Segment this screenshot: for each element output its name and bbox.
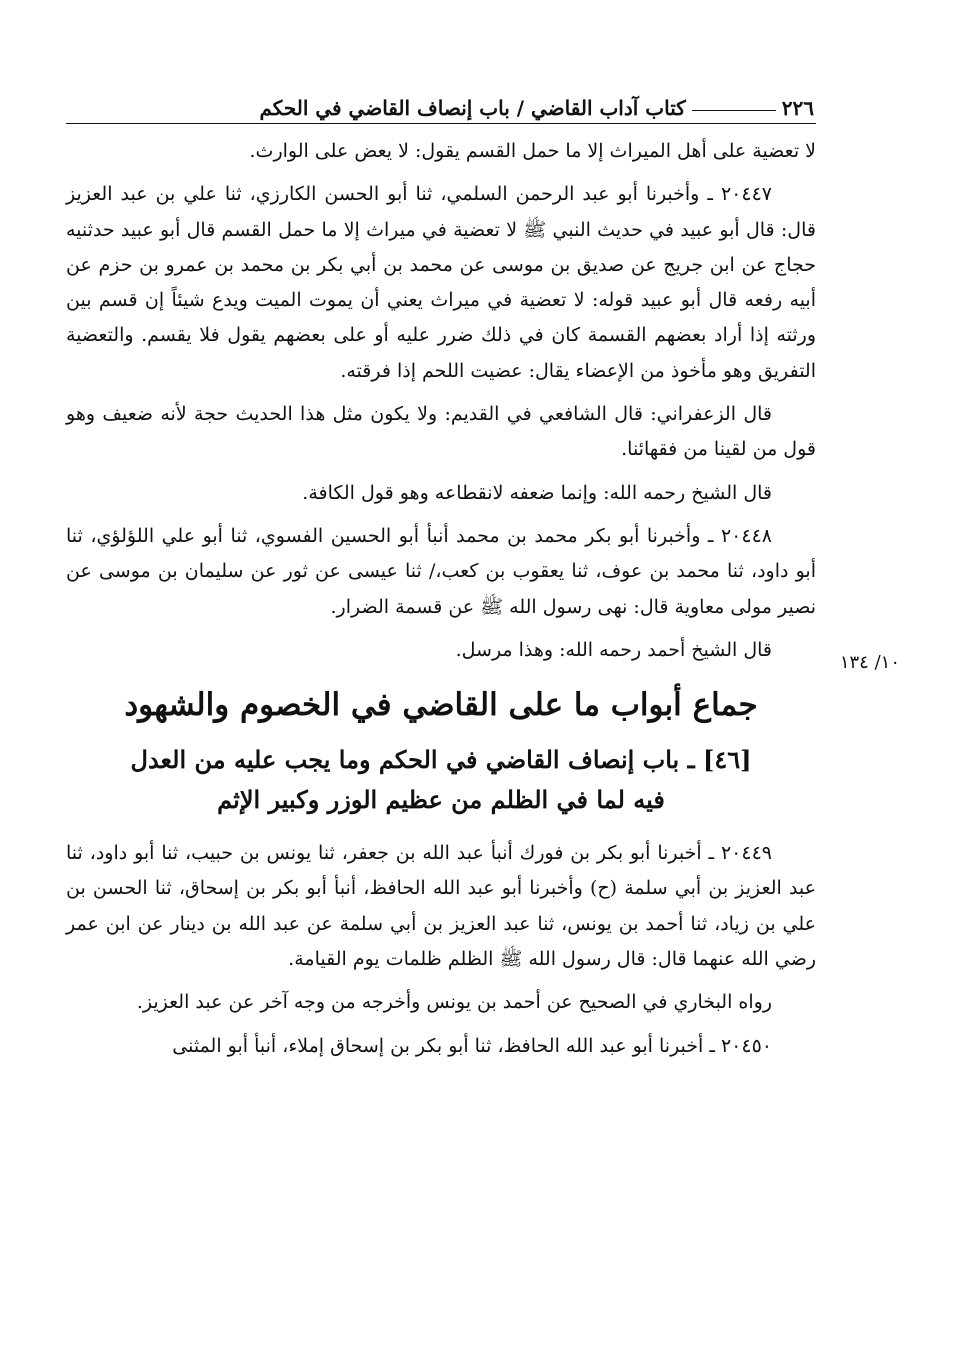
page-number: ٢٢٦ bbox=[781, 96, 814, 120]
page-body bbox=[66, 134, 816, 1072]
chapter-title-line-1: [٤٦] ـ باب إنصاف القاضي في الحكم وما يجب عليه من العدل bbox=[130, 745, 752, 775]
hadith-20447: ٢٠٤٤٧ ـ وأخبرنا أبو عبد الرحمن السلمي، ثنا أبو الحسن الكارزي، ثنا علي بن عبد العزيز قال: قال أبو عبيد في حديث النبي ﷺ لا تعضية في ميراث إلا ما حمل القسم قال أبو عبيد حدثنيه حجاج عن ابن جريج عن صديق بن موسى عن محمد بن أبي بكر بن محمد بن عمرو بن حزم عن أبيه رفعه قال أبو عبيد قوله: لا تعضية في ميراث يعني أن يموت الميت ويدع شيئاً إن قسم بين ورثته إذا أراد بعضهم القسمة كان في ذلك ضرر عليه أو على بعضهم يقول فلا يقسم. والتعضية التفريق وهو مأخوذ من الإعضاء يقال: عضيت اللحم إذا فرقته. bbox=[66, 183, 816, 382]
paragraph-zafarani: قال الزعفراني: قال الشافعي في القديم: ولا يكون مثل هذا الحديث حجة لأنه ضعيف وهو قول من لقينا من فقهائنا. bbox=[66, 403, 816, 461]
running-header bbox=[68, 86, 814, 120]
header-title: كتاب آداب القاضي / باب إنصاف القاضي في الحكم bbox=[259, 96, 686, 120]
paragraph-shaykh-comment: قال الشيخ رحمه الله: وإنما ضعفه لانقطاعه وهو قول الكافة. bbox=[302, 481, 772, 504]
chapter-title bbox=[66, 740, 816, 820]
paragraph-mursal: قال الشيخ أحمد رحمه الله: وهذا مرسل. bbox=[455, 638, 772, 661]
header-dash bbox=[692, 110, 776, 111]
header-rule bbox=[66, 123, 816, 124]
margin-reference: ١٠/ ١٣٤ bbox=[839, 652, 900, 673]
chapter-title-line-2: فيه لما في الظلم من عظيم الوزر وكبير الإثم bbox=[217, 785, 665, 815]
hadith-20448: ٢٠٤٤٨ ـ وأخبرنا أبو بكر محمد بن محمد أنبأ أبو الحسين الفسوي، ثنا أبو علي اللؤلؤي، ثنا أبو داود، ثنا محمد بن عوف، ثنا يعقوب بن كعب،/ ثنا عيسى عن ثور عن سليمان بن موسى عن نصير مولى معاوية قال: نهى رسول الله ﷺ عن قسمة الضرار. bbox=[66, 524, 816, 618]
section-title: جماع أبواب ما على القاضي في الخصوم والشهود bbox=[124, 687, 758, 724]
hadith-20449: ٢٠٤٤٩ ـ أخبرنا أبو بكر بن فورك أنبأ عبد الله بن جعفر، ثنا يونس بن حبيب، ثنا أبو داود، ثنا عبد العزيز بن أبي سلمة (ح) وأخبرنا أبو عبد الله الحافظ، أنبأ أبو بكر بن إسحاق، ثنا الحسن بن علي بن زياد، ثنا أحمد بن يونس، ثنا عبد العزيز بن أبي سلمة عن عبد الله بن دينار عن ابن عمر رضي الله عنهما قال: قال رسول الله ﷺ الظلم ظلمات يوم القيامة. bbox=[66, 842, 816, 971]
paragraph-bukhari: رواه البخاري في الصحيح عن أحمد بن يونس وأخرجه من وجه آخر عن عبد العزيز. bbox=[136, 991, 772, 1014]
paragraph-continuation: لا تعضية على أهل الميراث إلا ما حمل القسم يقول: لا يعض على الوارث. bbox=[249, 140, 816, 162]
hadith-20450: ٢٠٤٥٠ ـ أخبرنا أبو عبد الله الحافظ، ثنا أبو بكر بن إسحاق إملاء، أنبأ أبو المثنى bbox=[172, 1034, 772, 1057]
